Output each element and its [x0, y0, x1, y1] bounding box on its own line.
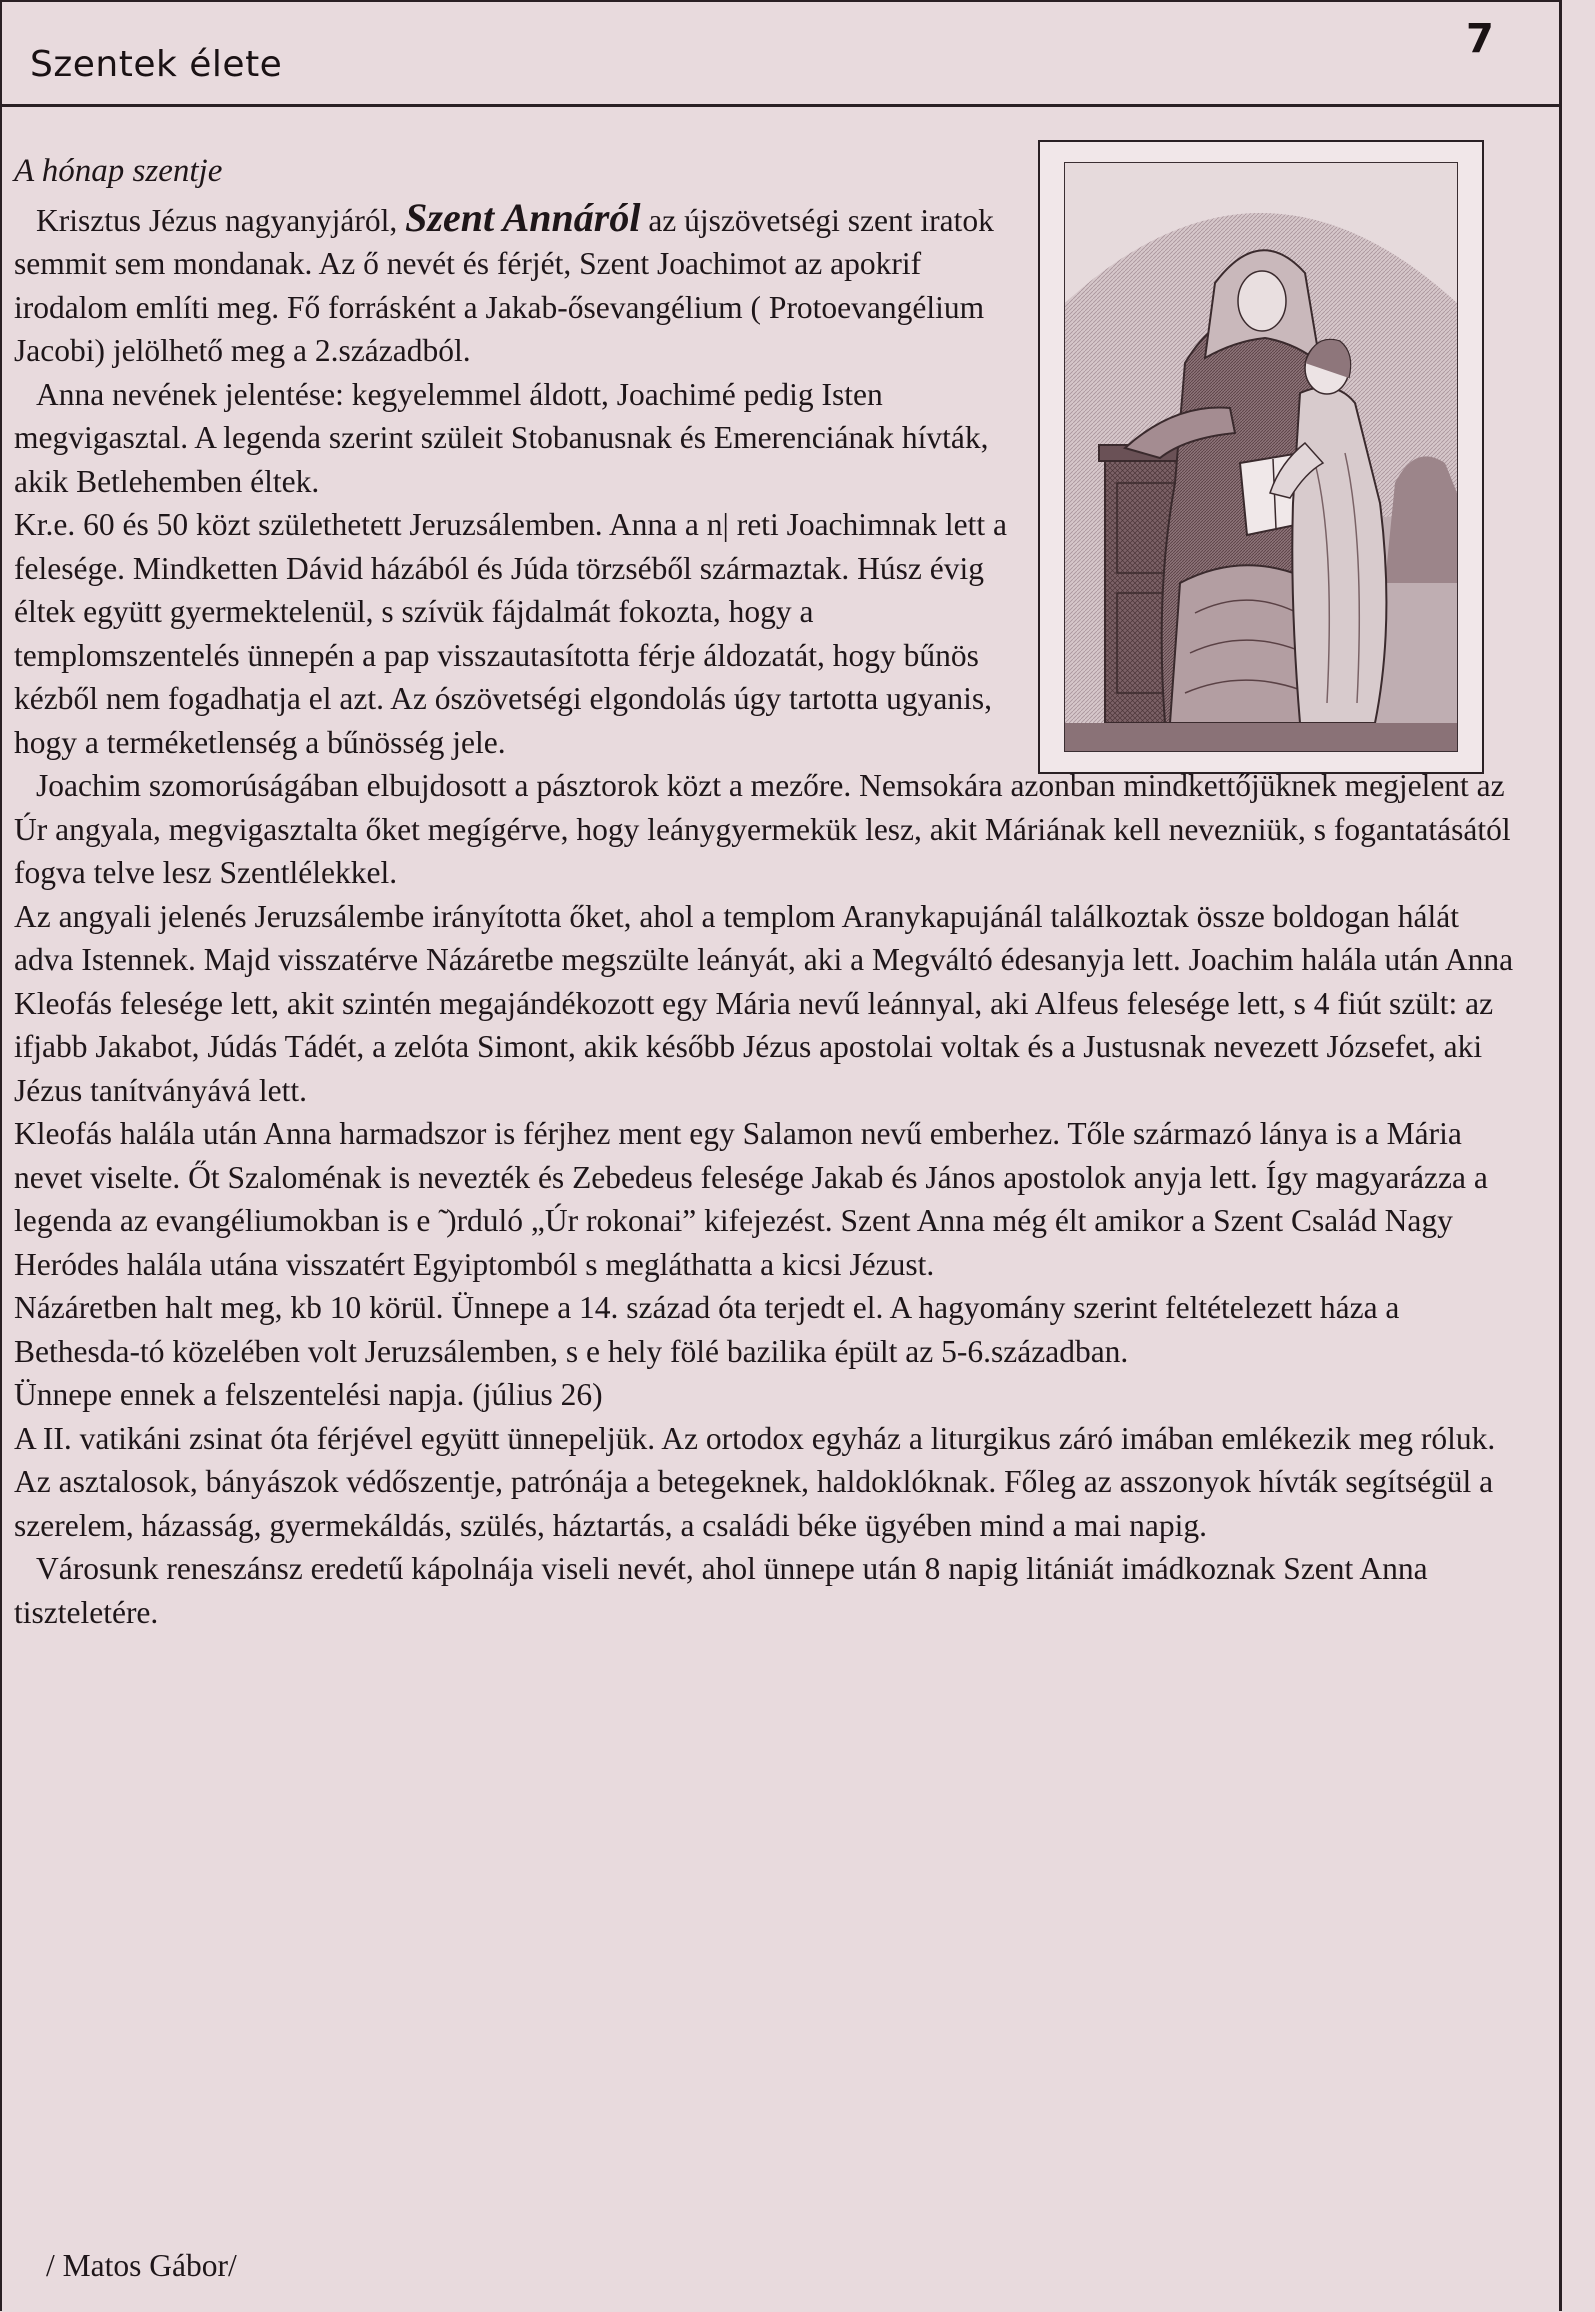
paragraph-salamon: Kleofás halála után Anna harmadszor is férjhez ment egy Salamon nevű emberhez. Tőle származó lánya is a Mária nevet viselte. Őt Szaloménak is nevezték és Zebedeus felesége Jakab és János apostolok anyja lett. Így magyarázza a legenda az evangéliumokban is e ̃ )rduló „Úr rokonai” kifejezést. Szent Anna még élt amikor a Szent Család Nagy Heródes halála utána visszatért Egyiptomból s megláthatta a kicsi Jézust.	[14, 1116, 1488, 1282]
intro-paragraph	[14, 196, 1014, 373]
paragraph-death-basilica: Názáretben halt meg, kb 10 körül. Ünnepe a 14. század óta terjedt el. A hagyomány szerint feltételezett háza a Bethesda-tó közelében volt Jeruzsálemben, s e hely fölé bazilika épült az 5-6.században.	[14, 1290, 1400, 1369]
article-subheading: A hónap szentje	[14, 153, 223, 189]
paragraph-chapel: Városunk reneszánsz eredetű kápolnája viseli nevét, ahol ünnepe után 8 napig litániát imádkoznak Szent Anna tiszteletére.	[14, 1551, 1428, 1630]
intro-text-after: az újszövetségi szent iratok semmit sem mondanak. Az ő nevét és férjét, Szent Joachimot az apokrif irodalom említi meg. Fő forrásként a Jakab-ősevangélium ( Protoevangélium Jacobi) jelölhető meg a 2.századból.	[14, 202, 994, 368]
paragraph-name-meaning: Anna nevének jelentése: kegyelemmel áldott, Joachimé pedig Isten megvigasztal. A legenda szerint szüleit Stobanusnak és Emerenciának hívták, akik Betlehemben éltek.	[14, 376, 989, 499]
paragraph-golden-gate: Az angyali jelenés Jeruzsálembe irányította őket, ahol a templom Aranykapujánál találkoztak össze boldogan hálát adva Istennek. Majd visszatérve Názáretbe megszülte leányát, aki a Megváltó édesanyja lett. Joachim halála után Anna Kleofás felesége lett, akit szintén megajándékozott egy Mária nevű leánnyal, aki Alfeus felesége lett, s 4 fiút szült: az ifjabb Jakabot, Júdás Tádét, a zelóta Simont, akik később Jézus apostolai voltak és a Justusnak nevezett Józsefet, aki Jézus tanítványává lett.	[14, 898, 1514, 1108]
intro-text-before: Krisztus Jézus nagyanyjáról,	[36, 202, 406, 238]
section-title: Szentek élete	[30, 44, 283, 85]
saint-name-emphasis: Szent Annáról	[405, 194, 641, 240]
article-body	[14, 150, 1514, 1634]
paragraph-joachim-angel: Joachim szomorúságában elbujdosott a pásztorok közt a mezőre. Nemsokára azonban mindkettőjüknek megjelent az Úr angyala, megvigasztalta őket megígérve, hogy leánygyermekük lesz, akit Máriának kell nevezniük, s fogantatásától fogva telve lesz Szentlélekkel.	[14, 768, 1511, 890]
page-header	[0, 0, 1559, 107]
paragraph-feast-day: Ünnepe ennek a felszentelési napja. (július 26)	[14, 1377, 603, 1412]
paragraph-patronage: A II. vatikáni zsinat óta férjével együtt ünnepeljük. Az ortodox egyház a liturgikus záró imában emlékezik meg róluk. Az asztalosok, bányászok védőszentje, patrónája a betegeknek, haldoklóknak. Főleg az asszonyok hívták segítségül a szerelem, házasság, gyermekáldás, szülés, háztartás, a családi béke ügyében mind a mai napig.	[14, 1420, 1496, 1543]
page-number: 7	[1466, 16, 1494, 62]
author-signature: / Matos Gábor/	[46, 2248, 237, 2283]
paragraph-birth-marriage: Kr.e. 60 és 50 közt születhetett Jeruzsálemben. Anna a n| reti Joachimnak lett a felesége. Mindketten Dávid házából és Júda törzséből származtak. Húsz évig éltek együtt gyermektelenül, s szívük fájdalmát fokozta, hogy a templomszentelés ünnepén a pap visszautasította férje áldozatát, hogy bűnös kézből nem fogadhatja el azt. Az ószövetségi elgondolás úgy tartotta ugyanis, hogy a terméketlenség a bűnösség jele.	[14, 507, 1007, 760]
